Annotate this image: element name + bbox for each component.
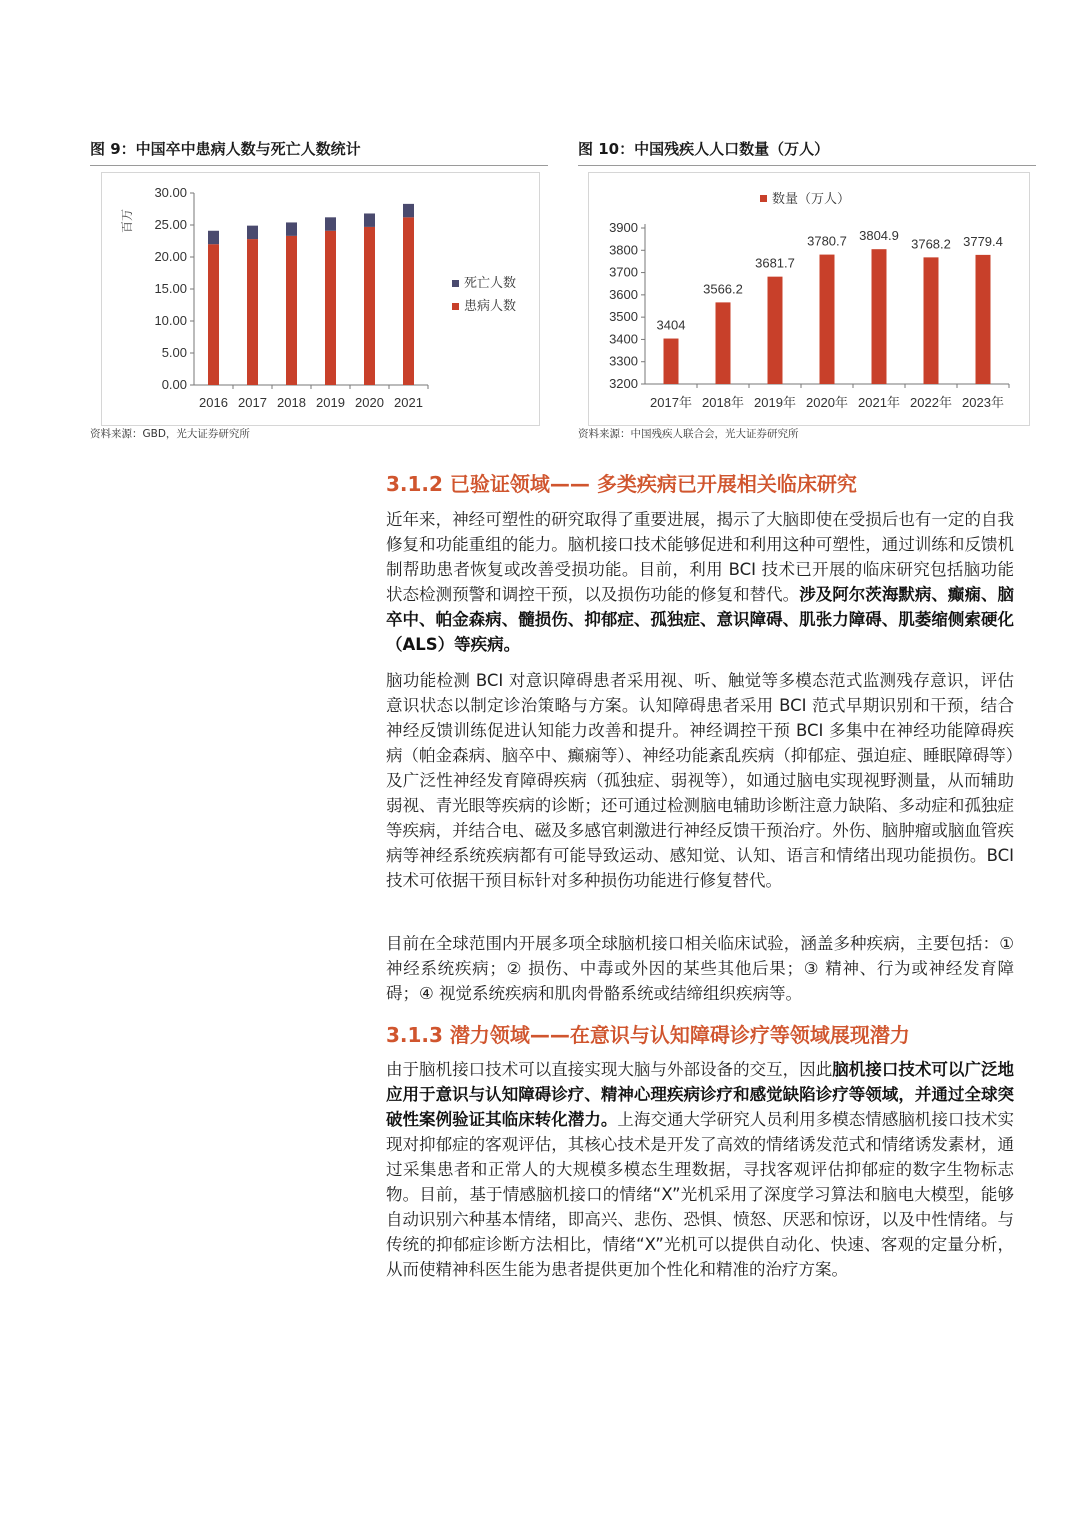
paragraph-3-1-2-intro (386, 507, 1014, 657)
y-tick-label: 5.00 (161, 345, 187, 360)
data-label: 3681.7 (755, 255, 795, 271)
bar-deaths (325, 217, 336, 230)
disabled-population-chart (589, 173, 1029, 425)
legend-swatch (452, 303, 459, 310)
y-tick-label: 10.00 (154, 313, 187, 328)
data-label: 3404 (656, 317, 686, 333)
figure-9-chart (101, 172, 540, 426)
bar-deaths (403, 204, 414, 217)
x-tick-label: 2018年 (702, 395, 744, 410)
bar-deaths (286, 222, 297, 235)
paragraph-3-1-2-clinical-trials: 目前在全球范围内开展多项全球脑机接口相关临床试验，涵盖多种疾病，主要包括：① 神经系统疾病；② 损伤、中毒或外因的某些其他后果；③ 精神、行为或神经发育障碍；④ 视觉系统疾病和肌肉骨骼系统或结缔组织疾病等。 (386, 934, 1014, 1003)
bar-patients (403, 217, 414, 385)
bar-patients (247, 239, 258, 385)
bar-deaths (364, 213, 375, 226)
x-tick-label: 2022年 (910, 395, 952, 410)
figure-10-source: 资料来源：中国残疾人联合会，光大证券研究所 (578, 428, 799, 440)
bar-deaths (208, 231, 219, 244)
x-tick-label: 2017年 (650, 395, 692, 410)
section-heading-3-1-3: 3.1.3 潜力领域——在意识与认知障碍诊疗等领域展现潜力 (386, 1023, 910, 1047)
paragraph-text: 近年来，神经可塑性的研究取得了重要进展，揭示了大脑即使在受损后也有一定的自我修复和功能重组的能力。脑机接口技术能够促进和利用这种可塑性，通过训练和反馈机制帮助患者恢复或改善受损功能。目前，利用 BCI 技术已开展的临床研究包括脑功能状态检测预警和调控干预，以及损伤功能的修复和替代。 (386, 510, 1014, 604)
y-tick-label: 3800 (609, 242, 638, 258)
legend-label: 数量（万人） (772, 191, 851, 206)
x-tick-label: 2016 (199, 395, 228, 410)
y-tick-label: 3900 (609, 220, 638, 235)
figure-9-source: 资料来源：GBD，光大证券研究所 (90, 428, 250, 440)
data-label: 3780.7 (807, 233, 847, 249)
bar-population (716, 302, 731, 384)
y-tick-label: 25.00 (154, 217, 187, 232)
y-tick-label: 3600 (609, 286, 638, 302)
data-label: 3768.2 (911, 236, 951, 252)
y-tick-label: 3700 (609, 264, 638, 280)
bar-population (872, 249, 887, 384)
section-heading-3-1-2: 3.1.2 已验证领域—— 多类疾病已开展相关临床研究 (386, 472, 857, 496)
x-tick-label: 2020年 (806, 395, 848, 410)
bar-population (664, 339, 679, 384)
y-tick-label: 3200 (609, 376, 638, 391)
bar-population (924, 257, 939, 384)
x-tick-label: 2021 (394, 395, 423, 410)
data-label: 3566.2 (703, 281, 743, 297)
bar-patients (325, 231, 336, 385)
x-tick-label: 2019 (316, 395, 345, 410)
legend-swatch (452, 280, 459, 287)
x-tick-label: 2021年 (858, 395, 900, 410)
legend-swatch (760, 195, 767, 202)
y-tick-label: 15.00 (154, 281, 187, 296)
figure-9-title: 图 9：中国卒中患病人数与死亡人数统计 (90, 138, 548, 166)
bar-deaths (247, 226, 258, 239)
y-tick-label: 3400 (609, 331, 638, 347)
paragraph-text: 由于脑机接口技术可以直接实现大脑与外部设备的交互，因此 (386, 1060, 833, 1079)
x-tick-label: 2020 (355, 395, 384, 410)
stroke-stats-chart (102, 173, 539, 425)
y-tick-label: 30.00 (154, 185, 187, 200)
y-tick-label: 3300 (609, 353, 638, 369)
paragraph-text: 上海交通大学研究人员利用多模态情感脑机接口技术实现对抑郁症的客观评估，其核心技术是开发了高效的情绪诱发范式和情绪诱发素材，通过采集患者和正常人的大规模多模态生理数据，寻找客观评估抑郁症的数字生物标志物。目前，基于情感脑机接口的情绪“X”光机采用了深度学习算法和脑电大模型，能够自动识别六种基本情绪，即高兴、悲伤、恐惧、愤怒、厌恶和惊讶，以及中性情绪。与传统的抑郁症诊断方法相比，情绪“X”光机可以提供自动化、快速、客观的定量分析，从而使精神科医生能为患者提供更加个性化和精准的治疗方案。 (386, 1110, 1015, 1279)
paragraph-bold-text: 脑机接口技术可以广泛地应用于意识与认知障碍诊疗、精神心理疾病诊疗和感觉缺陷诊疗等领域，并通过全球突破性案例验证其临床转化潜力。 (386, 1060, 1015, 1129)
bar-population (820, 255, 835, 384)
legend-label: 患病人数 (464, 298, 517, 313)
y-tick-label: 0.00 (161, 377, 187, 392)
figure-10-chart (588, 172, 1030, 426)
bar-patients (364, 227, 375, 385)
y-tick-label: 20.00 (154, 249, 187, 264)
x-tick-label: 2017 (238, 395, 267, 410)
paragraph-3-1-2-bci-detection: 脑功能检测 BCI 对意识障碍患者采用视、听、触觉等多模态范式监测残存意识，评估意识状态以制定诊治策略与方案。认知障碍患者采用 BCI 范式早期识别和干预，结合神经反馈训练促进认知能力改善和提升。神经调控干预 BCI 多集中在神经功能障碍疾病（帕金森病、脑卒中、癫痫等）、神经功能紊乱疾病（抑郁症、强迫症、睡眠障碍等）及广泛性神经发育障碍疾病（孤独症、弱视等），如通过脑电实现视野测量，从而辅助弱视、青光眼等疾病的诊断；还可通过检测脑电辅助诊断注意力缺陷、多动症和孤独症等疾病，并结合电、磁及多感官刺激进行神经反馈干预治疗。外伤、脑肿瘤或脑血管疾病等神经系统疾病都有可能导致运动、感知觉、认知、语言和情绪出现功能损伤。BCI 技术可依据干预目标针对多种损伤功能进行修复替代。 (386, 671, 1014, 890)
x-tick-label: 2019年 (754, 395, 796, 410)
bar-population (976, 255, 991, 384)
bar-patients (286, 236, 297, 385)
bar-patients (208, 244, 219, 385)
paragraph-3-1-3-potential (386, 1057, 1014, 1282)
x-tick-label: 2018 (277, 395, 306, 410)
data-label: 3779.4 (963, 233, 1003, 249)
data-label: 3804.9 (859, 228, 899, 244)
y-axis-label: 百万 (120, 208, 134, 234)
y-tick-label: 3500 (609, 309, 638, 325)
bar-population (768, 277, 783, 384)
figure-10-title: 图 10：中国残疾人人口数量（万人） (578, 138, 1036, 166)
paragraph-bold-text: 涉及阿尔茨海默病、癫痫、脑卒中、帕金森病、髓损伤、抑郁症、孤独症、意识障碍、肌张力障碍、肌萎缩侧索硬化（ALS）等疾病。 (386, 585, 1015, 654)
x-tick-label: 2023年 (962, 395, 1004, 410)
legend-label: 死亡人数 (464, 275, 517, 290)
